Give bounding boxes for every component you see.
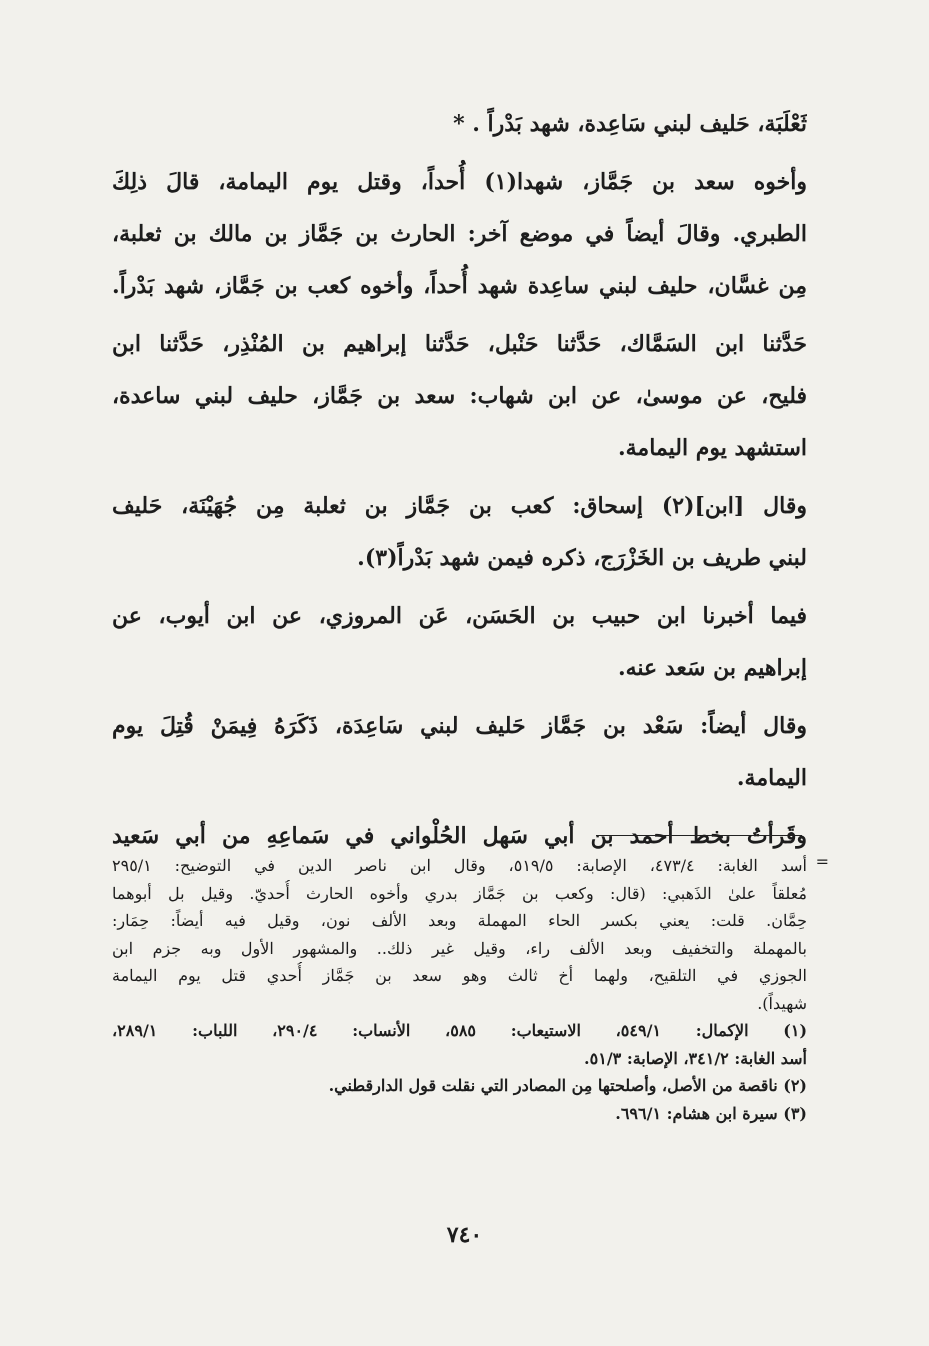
footnote-line: أسد الغابة: ٣٤١/٢، الإصابة: ٥١/٣. (584, 1048, 807, 1068)
footnotes (112, 852, 829, 1127)
footnote-line: (٢) ناقصة من الأصل، وأصلحتها مِن المصادر التي نقلت قول الدارقطني. (328, 1076, 807, 1095)
text-line: اليمامة. (736, 765, 807, 791)
footnote-line: حِمَّان. قلت: يعني بكسر الحاء المهملة وبعد الألف نون، وقيل فيه أيضاً: حِمَار: (112, 911, 807, 930)
footnote-line: الجوزي في التلقيح، ولهما أخ ثالث وهو سعد بن جَمَّاز أُحدي قتل يوم اليمامة (112, 966, 807, 985)
text-line: حَدَّثنا ابن السَمَّاك، حَدَّثنا حَنْبل، حَدَّثنا إبراهيم بن المُنْذِر، حَدَّثنا ابن (112, 331, 807, 357)
text-line: وقال [ابن](٢) إسحاق: كعب بن جَمَّاز بن ثعلبة مِن جُهَيْنَة، حَليف (112, 493, 807, 519)
page-number: ٧٤٠ (446, 1222, 483, 1248)
footnote-line: (١) الإكمال: ٥٤٩/١، الاستيعاب: ٥٨٥، الأنساب: ٢٩٠/٤، اللباب: ٢٨٩/١، (112, 1021, 807, 1040)
text-line: وقال أيضاً: سَعْد بن جَمَّاز حَليف لبني سَاعِدَة، ذَكَرَهُ فِيمَنْ قُتِلَ يوم (112, 713, 807, 739)
text-line: فيما أخبرنا ابن حبيب بن الحَسَن، عَن المروزي، عن ابن أيوب، عن (112, 603, 807, 629)
text-line: لبني طريف بن الخَزْرَج، ذكره فيمن شهد بَدْراً(٣). (357, 545, 807, 571)
footnote-line: (٣) سيرة ابن هشام: ٦٩٦/١. (615, 1103, 807, 1123)
main-text (112, 98, 807, 862)
text-line: ثَعْلَبَة، حَليف لبني سَاعِدة، شهد بَدْراً . * (453, 111, 807, 137)
footnote-line: أسد الغابة: ٤٧٣/٤، الإصابة: ٥١٩/٥، وقال ابن ناصر الدين في التوضيح: ٢٩٥/١ (112, 856, 807, 875)
text-line: وأخوه سعد بن جَمَّاز، شهدا(١) أُحداً، وقتل يوم اليمامة، قالَ ذلِكَ (112, 169, 807, 195)
footnote-line: مُعلقاً علىٰ الذَهبي: (قال: وكعب بن جَمَّاز بدري وأخوه الحارث أُحديّ. وقيل بل أبوهما (112, 883, 807, 903)
continuation-marker: = (815, 852, 829, 871)
footnote-separator (596, 835, 802, 836)
footnote-line: بالمهملة والتخفيف وبعد الألف راء، وقيل غير ذلك.. والمشهور الأول وبه جزم ابن (112, 938, 807, 958)
text-line: فليح، عن موسىٰ، عن ابن شهاب: سعد بن جَمَّاز، حليف لبني ساعدة، (112, 383, 807, 409)
text-line: وقَرأتُ بخط أحمد بن أبي سَهل الحُلْواني في سَماعِهِ من أبي سَعيد (112, 823, 807, 849)
text-line: إبراهيم بن سَعد عنه. (617, 655, 807, 681)
text-line: استشهد يوم اليمامة. (617, 435, 807, 461)
footnote-line: شهيداً). (757, 993, 807, 1013)
text-line: مِن غسَّان، حليف لبني ساعِدة شهد أُحداً، وأخوه كعب بن جَمَّاز، شهد بَدْراً. (112, 273, 807, 299)
text-line: الطبري. وقالَ أيضاً في موضع آخر: الحارث بن جَمَّاز بن مالك بن ثعلبة، (112, 221, 807, 247)
